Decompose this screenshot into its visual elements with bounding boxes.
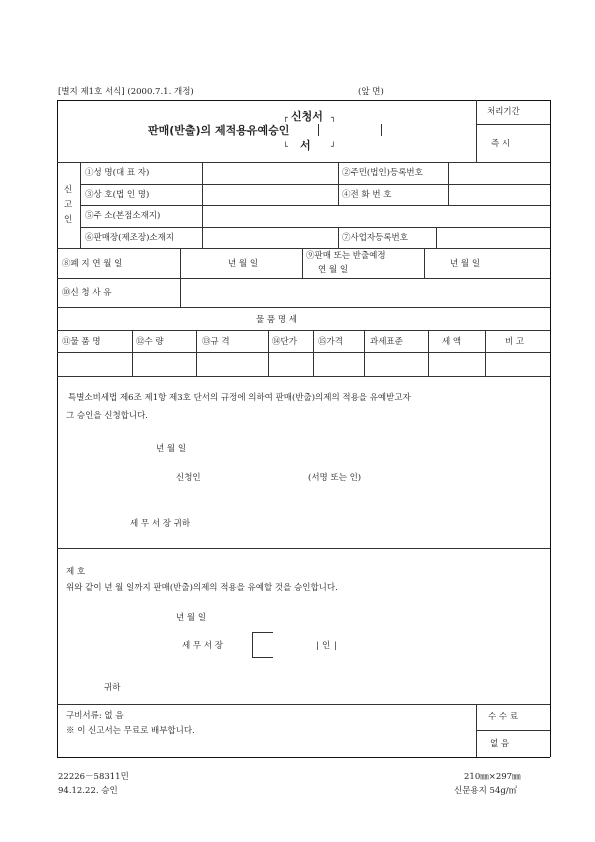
seal-open-bracket: |	[316, 641, 319, 651]
closure-divider-2	[302, 248, 303, 278]
goods-bottom-line	[57, 376, 550, 377]
title-bar-right	[381, 124, 382, 136]
statement-line-2: 그 승인을 신청합니다.	[66, 411, 149, 421]
seal-box	[252, 632, 277, 658]
approval-number: 제 호	[66, 567, 86, 577]
reason-bottom-line	[57, 307, 550, 308]
processing-divider	[476, 124, 550, 125]
title-bar-left	[318, 124, 319, 136]
applicant-mid-divider-a	[338, 162, 339, 205]
title-divider	[476, 100, 477, 162]
goods-col-price: ⑮가격	[318, 337, 343, 347]
field-address-label: ⑤주 소(본점소재지)	[85, 211, 161, 221]
statement-signature[interactable]: (서명 또는 인)	[308, 473, 362, 483]
applicant-side-label-3: 인	[64, 215, 73, 225]
paper-type: 신문용지 54g/㎡	[454, 786, 518, 796]
sale-date-input[interactable]: 년 월 일	[450, 259, 481, 269]
statement-recipient: 세 무 서 장 귀하	[130, 519, 191, 529]
form-title: 판매(반출)의 제적용유예승인	[148, 124, 290, 137]
bracket-top-left: ┌	[283, 113, 288, 122]
field-phone-input[interactable]	[449, 185, 549, 204]
field-company-label: ③상 호(법 인 명)	[85, 190, 150, 200]
reason-input[interactable]	[181, 279, 549, 306]
page-side-label: (앞 면)	[358, 87, 384, 97]
sale-date-label-line1: ⑨판매 또는 반출예정	[306, 251, 386, 261]
form-code: 22226－58311민	[58, 772, 129, 782]
required-docs: 구비서류: 없 음	[66, 711, 124, 721]
field-address-input[interactable]	[203, 206, 549, 226]
goods-col-quantity: ⑫수 량	[136, 337, 164, 347]
free-distribution-note: ※ 이 신고서는 무료로 배부합니다.	[66, 726, 195, 736]
statement-applicant-label: 신청인	[176, 473, 201, 483]
frame-left	[57, 100, 58, 757]
fee-label: 수 수 료	[488, 712, 519, 722]
field-business-number-input[interactable]	[437, 228, 549, 247]
closure-divider-1	[180, 248, 181, 278]
approval-text: 위와 같이 년 월 일까지 판매(반출)의제의 적용을 유예할 것을 승인합니다.	[66, 583, 338, 593]
fee-mid-line	[476, 730, 550, 731]
field-phone-label: ④전 화 번 호	[342, 190, 392, 200]
field-registration-number-input[interactable]	[449, 163, 549, 183]
closure-date-label: ⑧폐 지 연 월 일	[62, 259, 123, 269]
paper-size: 210㎜×297㎜	[464, 772, 521, 782]
reason-label: ⑩신 청 사 유	[62, 288, 112, 298]
seal-close-bracket: |	[334, 641, 337, 651]
statement-bottom-line	[57, 548, 550, 549]
field-store-location-input[interactable]	[203, 228, 337, 247]
field-company-input[interactable]	[203, 185, 337, 204]
goods-col-remarks: 비 고	[505, 337, 525, 347]
seal-label: 인	[322, 641, 331, 651]
goods-col-tax: 세 액	[442, 337, 462, 347]
statement-line-1: 특별소비세법 제6조 제1항 제3호 단서의 규정에 의하여 판매(반출)의제의 적용을 유예받고자	[68, 393, 411, 403]
goods-col-item: ⑪물 품 명	[62, 337, 101, 347]
approval-authority: 세 무 서 장	[182, 641, 223, 651]
fee-value: 없 음	[490, 739, 510, 749]
goods-table-row[interactable]	[58, 353, 549, 375]
field-business-number-label: ⑦사업자등록번호	[342, 233, 408, 243]
frame-right	[550, 100, 551, 757]
goods-col-tax-base: 과세표준	[370, 337, 403, 347]
title-option-application: 신청서	[291, 110, 323, 123]
statement-date[interactable]: 년 월 일	[156, 444, 187, 454]
field-name-input[interactable]	[203, 163, 337, 183]
bracket-bottom-right: ┘	[331, 142, 336, 151]
processing-label: 처리기간	[487, 107, 520, 117]
field-name-label: ①성 명(대 표 자)	[85, 168, 150, 178]
bracket-top-right: ┐	[331, 113, 336, 122]
approval-date-footer: 94.12.22. 승인	[58, 786, 118, 796]
sale-date-label-line2: 연 월 일	[318, 265, 349, 275]
field-registration-number-label: ②주민(법인)등록번호	[342, 168, 423, 178]
goods-heading-line	[57, 330, 550, 331]
title-option-form: 서	[300, 139, 311, 152]
closure-divider-3	[424, 248, 425, 278]
goods-col-spec: ⑬규 격	[202, 337, 230, 347]
applicant-bottom-line	[57, 248, 550, 249]
frame-bottom	[57, 757, 550, 758]
approval-recipient: 귀하	[104, 683, 121, 693]
goods-col-unit-price: ⑭단가	[272, 337, 297, 347]
applicant-side-label-2: 고	[64, 200, 73, 210]
approval-date: 년 월 일	[176, 613, 207, 623]
applicant-mid-divider-b	[338, 227, 339, 248]
form-reference: [별지 제1호 서식] (2000.7.1. 개정)	[58, 87, 194, 97]
field-store-location-label: ⑥판매장(제조장)소재지	[85, 233, 175, 243]
processing-value: 즉 시	[491, 139, 511, 149]
bracket-bottom-left: └	[283, 142, 288, 151]
goods-heading: 물 품 명 세	[256, 315, 297, 325]
closure-date-input[interactable]: 년 월 일	[228, 259, 259, 269]
applicant-side-label-1: 신	[64, 185, 73, 195]
